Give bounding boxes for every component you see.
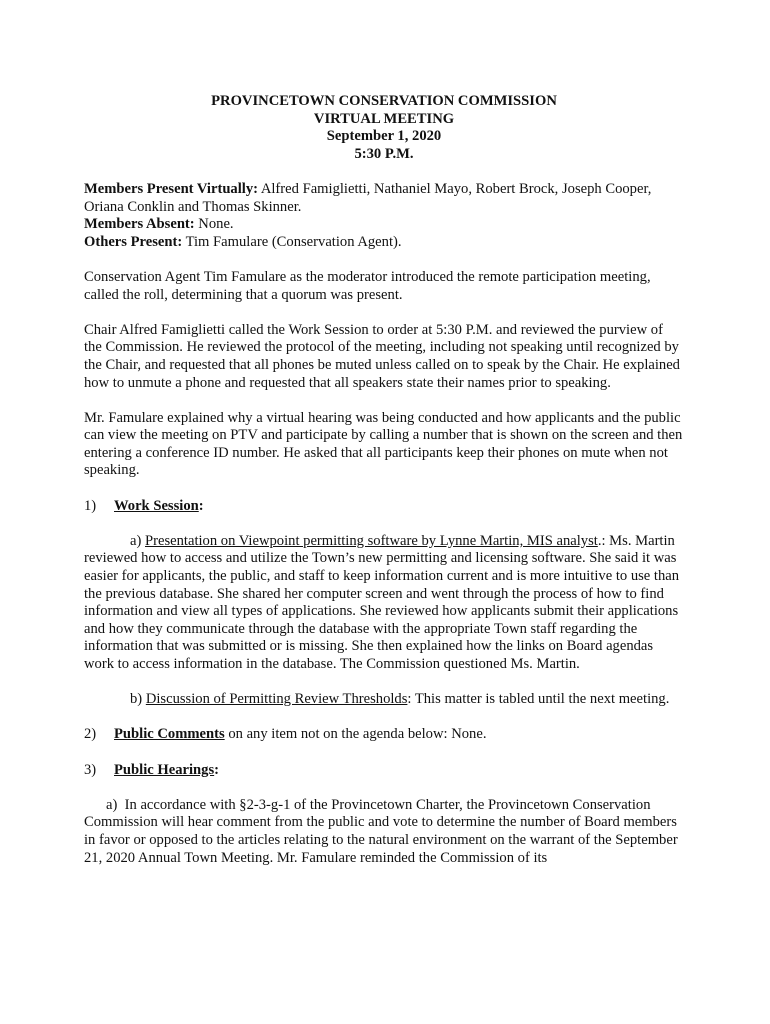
meeting-time: 5:30 P.M. (354, 145, 414, 162)
minutes-page (84, 93, 684, 867)
section-colon: : (198, 497, 204, 514)
paragraph-roll-call: Conservation Agent Tim Famulare as the moderator introduced the remote participation meeting, called the roll, determining that a quorum was present. (84, 268, 651, 303)
item-title: Presentation on Viewpoint permitting software by Lynne Martin, MIS analyst (145, 532, 598, 549)
work-session-item-a (84, 533, 684, 674)
section-number: 2) (84, 726, 97, 743)
meeting-type: VIRTUAL MEETING (313, 110, 455, 127)
section-number: 3) (84, 761, 97, 778)
section-public-comments (84, 726, 684, 744)
work-session-item-b (84, 691, 684, 709)
section-colon: : (214, 761, 220, 778)
section-title: Public Hearings (114, 761, 215, 778)
item-prefix: a) (130, 532, 145, 549)
others-present-text: Tim Famulare (Conservation Agent). (182, 233, 402, 250)
members-present (84, 181, 684, 216)
item-prefix: b) (130, 691, 146, 708)
meeting-date: September 1, 2020 (326, 128, 442, 145)
members-absent-text: None. (194, 216, 234, 233)
members-present-text: Alfred Famiglietti, Nathaniel Mayo, Robert Brock, Joseph Cooper, Oriana Conklin and Thomas Skinner. (84, 180, 652, 215)
section-title: Public Comments (114, 726, 225, 743)
section-public-hearings-heading (84, 762, 684, 780)
paragraph-virtual-hearing: Mr. Famulare explained why a virtual hearing was being conducted and how applicants and the public can view the meeting on PTV and participate by calling a number that is shown on the screen and then entering a conference ID number. He asked that all participants keep their phones on mute when not speaking. (84, 409, 683, 479)
members-present-label: Members Present Virtually: (84, 180, 258, 197)
members-absent (84, 216, 684, 234)
item-title: Discussion of Permitting Review Thresholds (145, 691, 408, 708)
section-text: on any item not on the agenda below: None. (224, 726, 487, 743)
public-hearings-item-a: a) In accordance with §2-3-g-1 of the Provincetown Charter, the Provincetown Conservation Commission will hear comment from the public and vote to determine the number of Board members in favor or opposed to the articles relating to the natural environment on the warrant of the September 21, 2020 Annual Town Meeting. Mr. Famulare reminded the Commission of its (84, 796, 678, 866)
others-present (84, 234, 684, 252)
section-number: 1) (84, 497, 97, 514)
document-header (84, 93, 684, 163)
section-title: Work Session (114, 497, 199, 514)
paragraph-call-to-order: Chair Alfred Famiglietti called the Work Session to order at 5:30 P.M. and reviewed the purview of the Commission. He reviewed the protocol of the meeting, including not speaking until recognized by the Chair, and requested that all phones be muted unless called on to speak by the Chair. He explained how to unmute a phone and requested that all speakers state their names prior to speaking. (84, 321, 680, 391)
members-absent-label: Members Absent: (84, 216, 195, 233)
attendance-block (84, 181, 684, 251)
others-present-label: Others Present: (84, 233, 183, 250)
item-text: .: Ms. Martin reviewed how to access and utilize the Town’s new permitting and licensing software. She said it was easier for applicants, the public, and staff to keep information current and is more intuitive to use than the previous database. She shared her computer screen and went through the process of how to find information and view all types of applications. She reviewed how applicants submit their applications and how they communicate through the database with the appropriate Town staff regarding the information that was submitted or is missing. She then explained how the links on Board agendas work to access information in the database. The Commission questioned Ms. Martin. (84, 532, 680, 672)
section-work-session-heading (84, 498, 684, 516)
item-text: : This matter is tabled until the next meeting. (407, 691, 670, 708)
commission-title: PROVINCETOWN CONSERVATION COMMISSION (211, 93, 557, 109)
